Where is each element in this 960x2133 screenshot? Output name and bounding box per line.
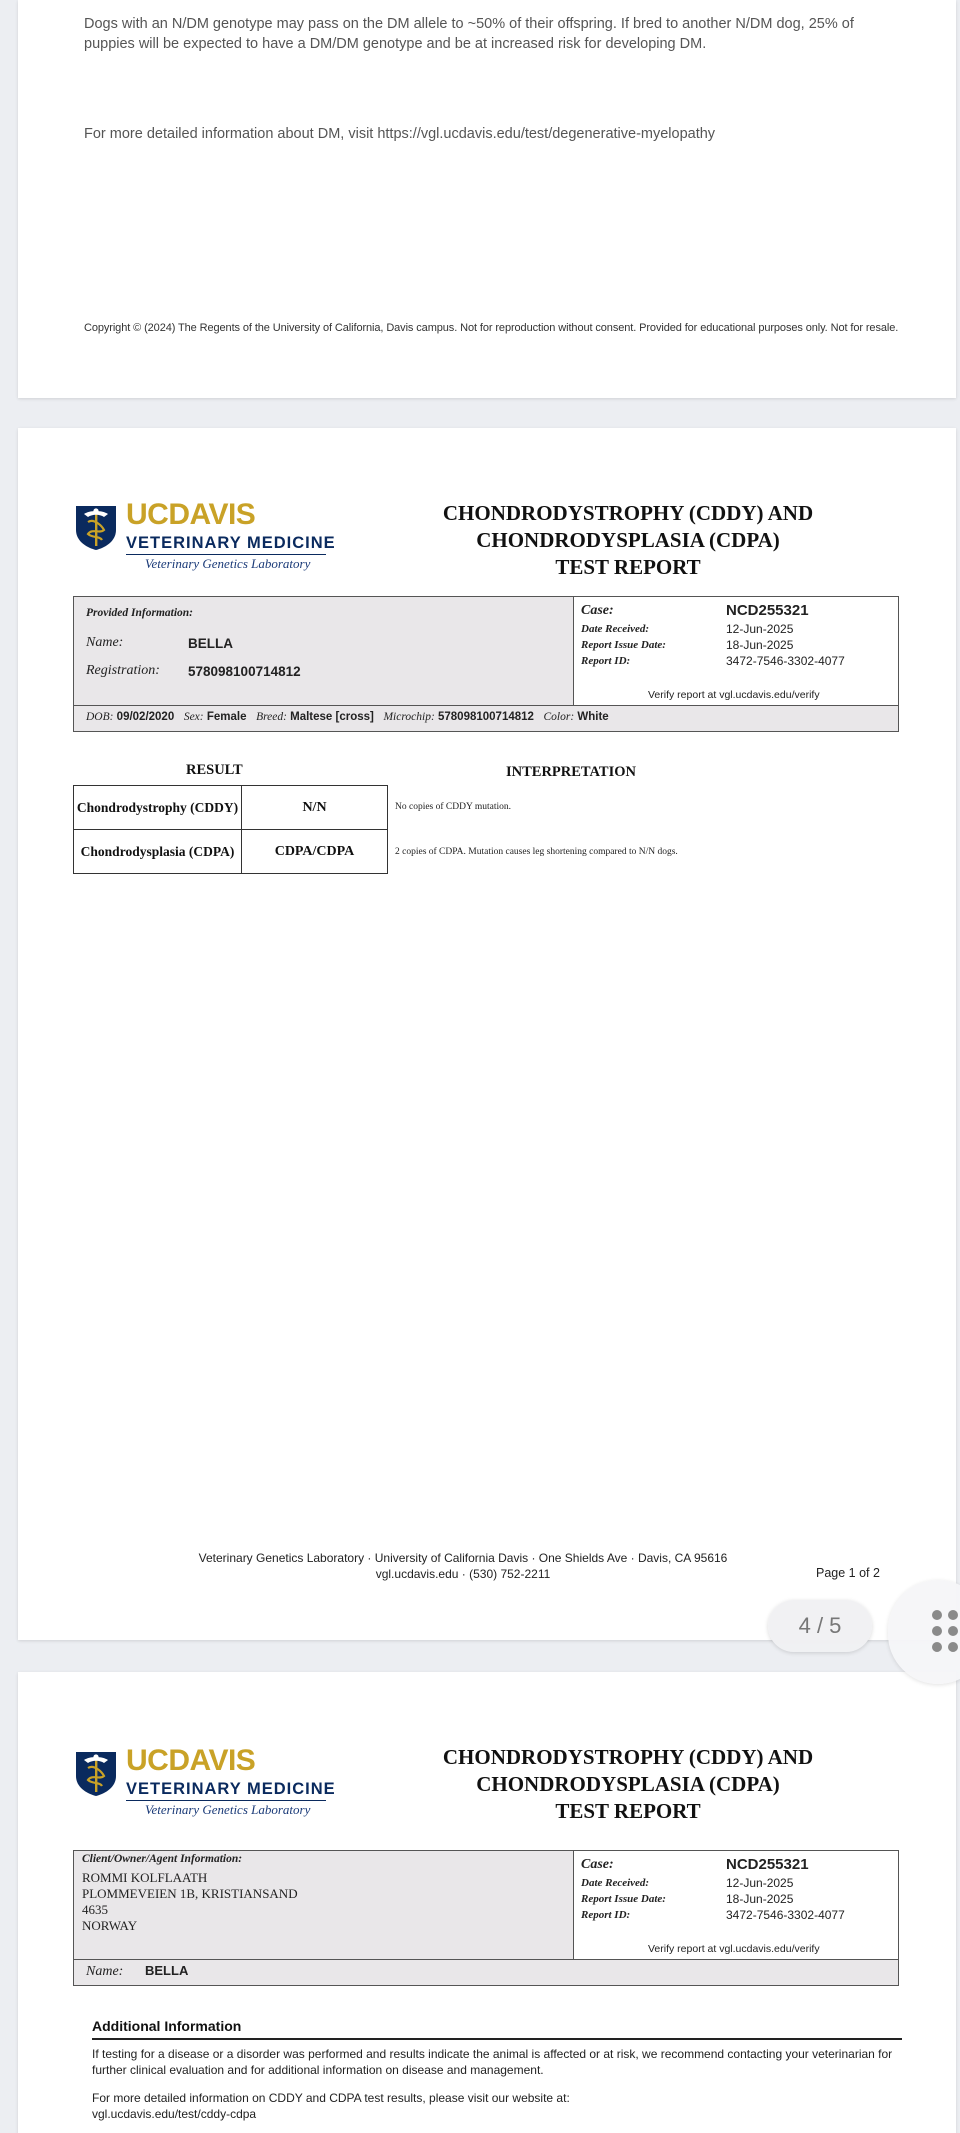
case-number: NCD255321 bbox=[726, 1856, 809, 1873]
provided-information-box bbox=[73, 596, 899, 732]
additional-info-title: Additional Information bbox=[92, 2018, 242, 2034]
logo-divider bbox=[126, 554, 326, 555]
ucdavis-wordmark: UCDAVIS bbox=[126, 1744, 256, 1777]
test-name: Chondrodysplasia (CDPA) bbox=[74, 830, 242, 874]
animal-details-row: DOB: 09/02/2020 Sex: Female Breed: Maltese [cross] Microchip: 578098100714812 Color: White bbox=[86, 711, 609, 723]
report-title: CHONDRODYSTROPHY (CDDY) AND CHONDRODYSPLASIA (CDPA) TEST REPORT bbox=[442, 1745, 814, 1823]
interpretation-cddy: No copies of CDDY mutation. bbox=[395, 802, 512, 812]
grid-dots-icon bbox=[932, 1610, 960, 1656]
table-row bbox=[74, 830, 388, 874]
additional-info-paragraph: If testing for a disease or a disorder was performed and results indicate the animal is affected or at risk, we recommend contacting your veterinarian for further clinical evaluation and for additional information on disease and management. bbox=[92, 2047, 893, 2077]
client-country: NORWAY bbox=[82, 1918, 138, 1933]
caduceus-shield-icon bbox=[74, 1750, 118, 1796]
issue-date-label: Report Issue Date: bbox=[581, 639, 666, 651]
veterinary-medicine-label: VETERINARY MEDICINE bbox=[126, 534, 336, 552]
dog-name: BELLA bbox=[145, 1963, 189, 1978]
client-address: PLOMMEVEIEN 1B, KRISTIANSAND bbox=[82, 1886, 298, 1901]
client-postcode: 4635 bbox=[82, 1902, 108, 1917]
ucdavis-logo bbox=[74, 1744, 344, 1818]
report-id: 3472-7546-3302-4077 bbox=[726, 1908, 845, 1922]
dm-more-info-paragraph: For more detailed information about DM, visit https://vgl.ucdavis.edu/test/degenerative-myelopathy bbox=[84, 126, 716, 142]
registration-number: 578098100714812 bbox=[188, 664, 301, 679]
client-info-label: Client/Owner/Agent Information: bbox=[82, 1853, 243, 1865]
vgl-label: Veterinary Genetics Laboratory bbox=[145, 1802, 311, 1817]
report-page-1 bbox=[18, 428, 956, 1640]
vgl-label: Veterinary Genetics Laboratory bbox=[145, 556, 311, 571]
additional-info-rule bbox=[92, 2038, 902, 2040]
case-number: NCD255321 bbox=[726, 602, 809, 619]
microchip-value: 578098100714812 bbox=[437, 711, 534, 723]
page-indicator: 4 / 5 bbox=[768, 1600, 872, 1652]
logo-divider bbox=[126, 1800, 326, 1801]
page-number: Page 1 of 2 bbox=[816, 1566, 880, 1580]
test-result: CDPA/CDPA bbox=[242, 830, 388, 874]
provided-info-label: Provided Information: bbox=[86, 607, 194, 619]
client-information-box bbox=[73, 1850, 899, 1986]
name-row: Name: BELLA bbox=[86, 1963, 189, 1979]
breed-value: Maltese [cross] bbox=[290, 711, 374, 723]
cddy-cdpa-link[interactable]: vgl.ucdavis.edu/test/cddy-cdpa bbox=[92, 2107, 257, 2121]
date-received-label: Date Received: bbox=[581, 1877, 650, 1889]
lab-footer: Veterinary Genetics Laboratory · University of California Davis · One Shields Ave · Davis, CA 95616 vgl.ucdavis.edu · (530) 752-2211 bbox=[198, 1551, 728, 1581]
date-received-label: Date Received: bbox=[581, 623, 650, 635]
date-received: 12-Jun-2025 bbox=[726, 622, 794, 636]
report-page-2 bbox=[18, 1672, 956, 2133]
issue-date: 18-Jun-2025 bbox=[726, 638, 794, 652]
verify-link[interactable]: Verify report at vgl.ucdavis.edu/verify bbox=[648, 689, 820, 701]
case-label: Case: bbox=[581, 603, 614, 618]
table-row bbox=[74, 786, 388, 830]
registration-label: Registration: bbox=[86, 663, 160, 678]
results-table bbox=[73, 785, 388, 874]
veterinary-medicine-label: VETERINARY MEDICINE bbox=[126, 1780, 336, 1798]
report-id-label: Report ID: bbox=[581, 1909, 631, 1921]
interpretation-cdpa: 2 copies of CDPA. Mutation causes leg shortening compared to N/N dogs. bbox=[395, 847, 678, 857]
sex-value: Female bbox=[206, 711, 247, 723]
dob-value: 09/02/2020 bbox=[116, 711, 175, 723]
result-header: RESULT bbox=[186, 762, 243, 778]
client-address-block bbox=[82, 1870, 298, 1934]
additional-info-link-paragraph: For more detailed information on CDDY and CDPA test results, please visit our website at: vgl.ucdavis.edu/test/cddy-cdpa bbox=[92, 2090, 902, 2122]
ucdavis-wordmark: UCDAVIS bbox=[126, 498, 256, 531]
client-name: ROMMI KOLFLAATH bbox=[82, 1870, 208, 1885]
issue-date: 18-Jun-2025 bbox=[726, 1892, 794, 1906]
previous-report-page bbox=[18, 0, 956, 398]
caduceus-shield-icon bbox=[74, 504, 118, 550]
date-received: 12-Jun-2025 bbox=[726, 1876, 794, 1890]
test-name: Chondrodystrophy (CDDY) bbox=[74, 786, 242, 830]
report-title: CHONDRODYSTROPHY (CDDY) AND CHONDRODYSPLASIA (CDPA) TEST REPORT bbox=[442, 501, 814, 579]
copyright-notice: Copyright © (2024) The Regents of the University of California, Davis campus. Not for reproduction without consent. Provided for educational purposes only. Not for resale. bbox=[84, 322, 899, 334]
interpretation-header: INTERPRETATION bbox=[506, 764, 636, 780]
dog-name: BELLA bbox=[188, 636, 233, 651]
test-result: N/N bbox=[242, 786, 388, 830]
color-value: White bbox=[577, 711, 609, 723]
ucdavis-logo bbox=[74, 498, 344, 572]
issue-date-label: Report Issue Date: bbox=[581, 1893, 666, 1905]
dm-offspring-paragraph: Dogs with an N/DM genotype may pass on the DM allele to ~50% of their offspring. If bred to another N/DM dog, 25% of puppies will be expected to have a DM/DM genotype and be at increased risk for developing DM. bbox=[84, 16, 854, 52]
report-id: 3472-7546-3302-4077 bbox=[726, 654, 845, 668]
verify-link[interactable]: Verify report at vgl.ucdavis.edu/verify bbox=[648, 1943, 820, 1955]
report-id-label: Report ID: bbox=[581, 655, 631, 667]
case-label: Case: bbox=[581, 1857, 614, 1872]
name-label: Name: bbox=[86, 635, 124, 650]
